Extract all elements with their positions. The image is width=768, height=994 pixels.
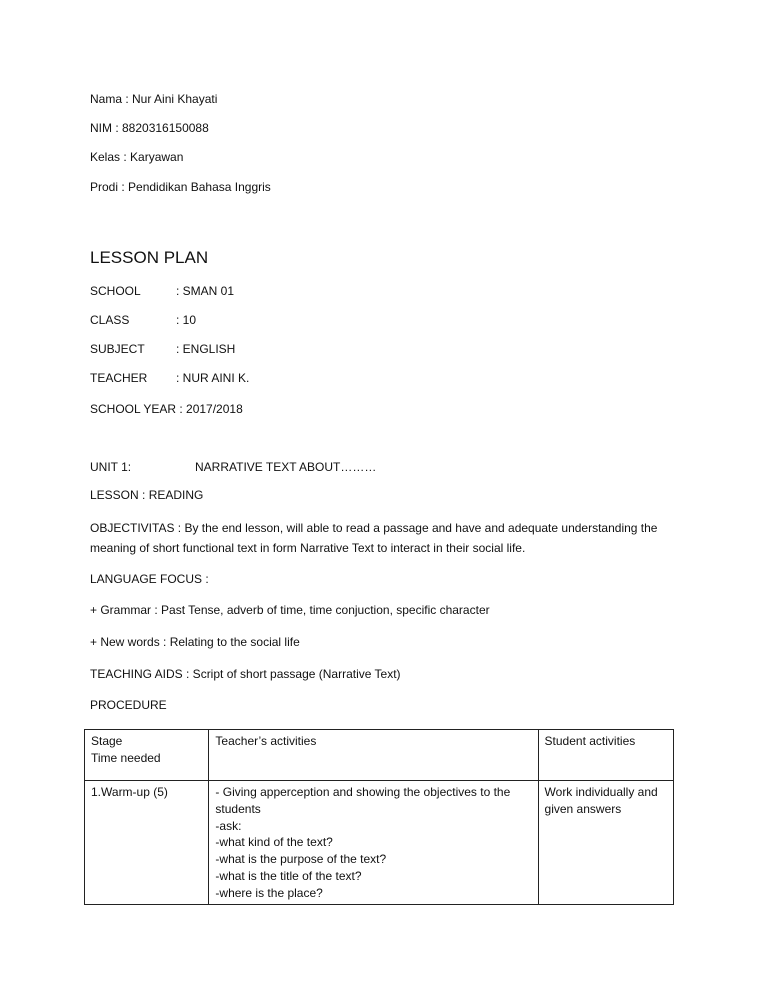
header-stage	[85, 730, 209, 781]
header-stage-line1: Stage	[91, 734, 123, 748]
row-student-activities: Work individually and given answers	[538, 781, 673, 905]
grammar-line: + Grammar : Past Tense, adverb of time, time conjuction, specific character	[90, 603, 490, 617]
student-prodi: Prodi : Pendidikan Bahasa Inggris	[90, 180, 271, 194]
subject-value: : ENGLISH	[176, 342, 236, 356]
school-label: SCHOOL	[90, 284, 141, 298]
school-year: SCHOOL YEAR : 2017/2018	[90, 402, 243, 416]
teacher-activity-line: -what is the title of the text?	[215, 868, 362, 883]
subject-row	[90, 342, 235, 356]
row-stage: 1.Warm-up (5)	[85, 781, 209, 905]
header-student: Student activities	[538, 730, 673, 781]
unit-label: UNIT 1:	[90, 460, 132, 474]
student-nim: NIM : 8820316150088	[90, 121, 209, 135]
unit-value: NARRATIVE TEXT ABOUT………	[195, 460, 377, 474]
teacher-value: : NUR AINI K.	[176, 371, 250, 385]
subject-label: SUBJECT	[90, 342, 145, 356]
school-row	[90, 284, 234, 298]
language-focus: LANGUAGE FOCUS :	[90, 572, 209, 586]
new-words-line: + New words : Relating to the social life	[90, 635, 300, 649]
header-teacher: Teacher’s activities	[209, 730, 538, 781]
teacher-activity-line: -what kind of the text?	[215, 835, 333, 850]
student-name: Nama : Nur Aini Khayati	[90, 92, 218, 106]
class-label: CLASS	[90, 313, 130, 327]
teacher-activity-line: -where is the place?	[215, 885, 323, 900]
teacher-activity-line: -what is the purpose of the text?	[215, 852, 387, 867]
student-kelas: Kelas : Karyawan	[90, 150, 184, 164]
school-value: : SMAN 01	[176, 284, 235, 298]
teacher-label: TEACHER	[90, 371, 148, 385]
header-stage-line2: Time needed	[91, 750, 161, 765]
table-row	[85, 781, 674, 905]
lesson-line: LESSON : READING	[90, 488, 204, 502]
row-teacher-activities	[209, 781, 538, 905]
teacher-row	[90, 371, 249, 385]
class-value: : 10	[176, 313, 197, 327]
teaching-aids: TEACHING AIDS : Script of short passage (Narrative Text)	[90, 667, 401, 681]
table-header-row	[85, 730, 674, 781]
objectivitas-paragraph: OBJECTIVITAS : By the end lesson, will able to read a passage and have and adequate understanding the meaning of short functional text in form Narrative Text to interact in their social life.	[90, 521, 658, 555]
teacher-activity-line: -ask:	[215, 818, 242, 833]
procedure-heading: PROCEDURE	[90, 698, 167, 712]
teacher-activity-line: - Giving apperception and showing the objectives to the students	[215, 785, 511, 816]
unit-row	[90, 460, 376, 474]
class-row	[90, 313, 196, 327]
page-title: LESSON PLAN	[90, 248, 209, 267]
procedure-table	[84, 729, 674, 905]
